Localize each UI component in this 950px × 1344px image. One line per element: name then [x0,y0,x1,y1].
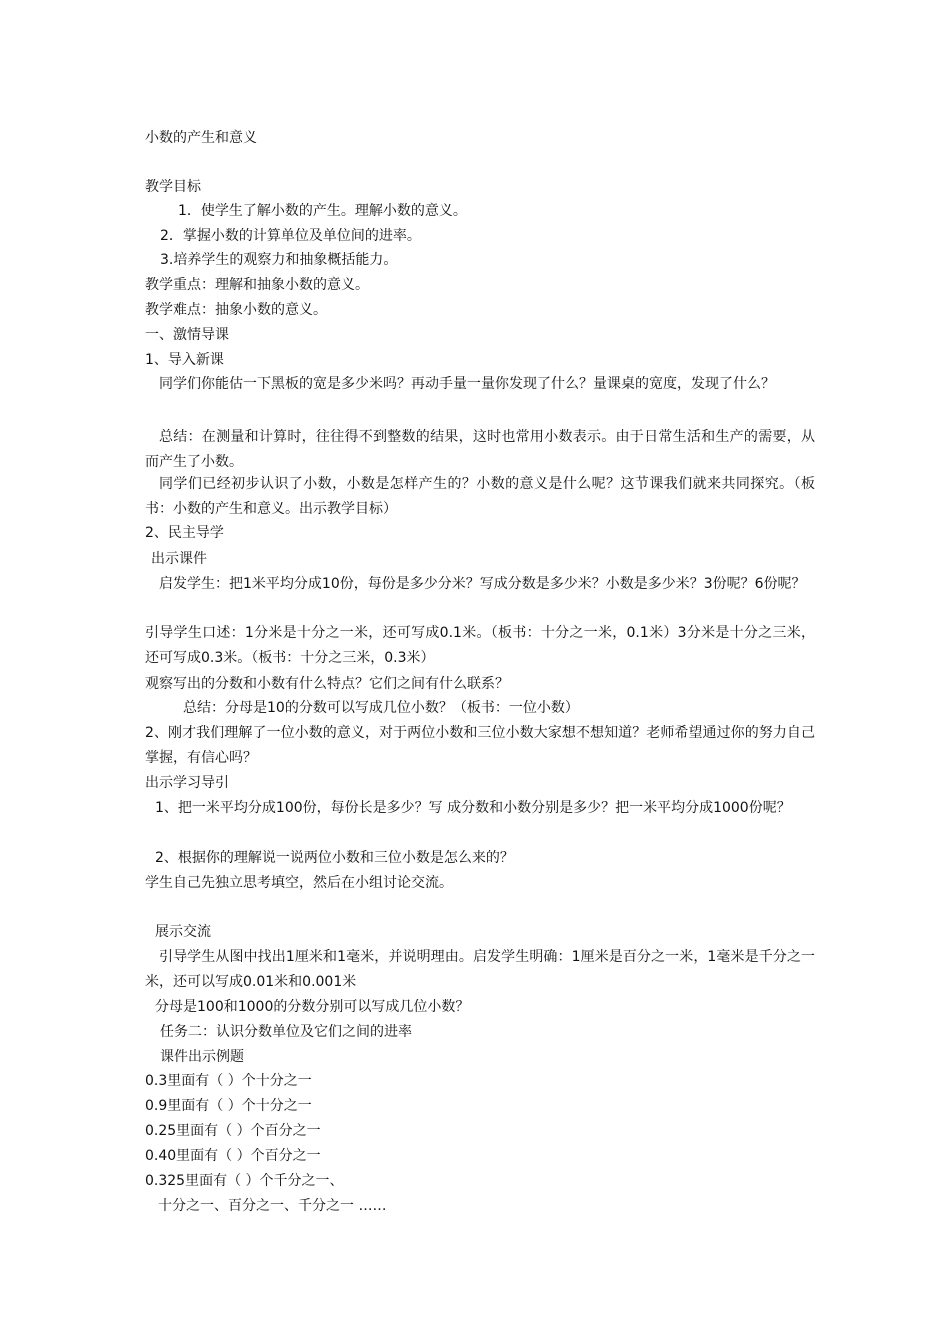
paragraph: 观察写出的分数和小数有什么特点？它们之间有什么联系？ [145,676,509,692]
subsection-heading: 1、导入新课 [145,352,224,368]
objective-item: 1．使学生了解小数的产生。理解小数的意义。 [178,203,467,219]
paragraph: 十分之一、百分之一、千分之一 …… [158,1198,387,1214]
paragraph: 分母是100和1000的分数分别可以写成几位小数？ [155,999,470,1015]
paragraph: 总结：分母是10的分数可以写成几位小数？（板书：一位小数） [183,700,579,716]
paragraph: 2、刚才我们理解了一位小数的意义，对于两位小数和三位小数大家想不想知道？老师希望通过你的努力自己掌握，有信心吗？ [145,725,815,766]
example-item: 0.325里面有（ ）个千分之一、 [145,1173,344,1189]
key-point: 教学重点：理解和抽象小数的意义。 [145,277,369,293]
paragraph: 总结：在测量和计算时，往往得不到整数的结果，这时也常用小数表示。由于日常生活和生产的需要，从而产生了小数。 [145,429,815,470]
paragraph: 出示课件 [151,551,207,567]
paragraph: 引导学生从图中找出1厘米和1毫米，并说明理由。启发学生明确：1厘米是百分之一米，1毫米是千分之一米，还可以写成0.01米和0.001米 [145,949,815,990]
paragraph: 出示学习导引 [145,775,229,791]
document-title: 小数的产生和意义 [145,130,257,146]
paragraph: 2、根据你的理解说一说两位小数和三位小数是怎么来的？ [155,850,514,866]
paragraph: 1、把一米平均分成100份，每份长是多少？写 成分数和小数分别是多少？把一米平均分成1000份呢？ [155,800,791,816]
paragraph: 同学们已经初步认识了小数，小数是怎样产生的？小数的意义是什么呢？这节课我们就来共同探究。（板书：小数的产生和意义。出示教学目标） [145,476,815,517]
paragraph: 任务二：认识分数单位及它们之间的进率 [160,1024,412,1040]
section-heading: 展示交流 [155,924,211,940]
example-item: 0.25里面有（ ）个百分之一 [145,1123,321,1139]
paragraph: 引导学生口述：1分米是十分之一米，还可写成0.1米。（板书：十分之一米，0.1米）3分米是十分之三米，还可写成0.3米。（板书：十分之三米，0.3米） [145,625,815,666]
example-item: 0.3里面有（ ）个十分之一 [145,1073,312,1089]
section-heading: 一、激情导课 [145,327,229,343]
paragraph: 同学们你能估一下黑板的宽是多少米吗？再动手量一量你发现了什么？量课桌的宽度，发现了什么？ [159,376,775,392]
objectives-heading: 教学目标 [145,179,201,195]
example-item: 0.9里面有（ ）个十分之一 [145,1098,312,1114]
objective-item: 2．掌握小数的计算单位及单位间的进率。 [160,228,421,244]
paragraph: 学生自己先独立思考填空，然后在小组讨论交流。 [145,875,453,891]
example-item: 0.40里面有（ ）个百分之一 [145,1148,321,1164]
objective-item: 3.培养学生的观察力和抽象概括能力。 [160,252,398,268]
paragraph: 课件出示例题 [160,1049,244,1065]
difficulty: 教学难点：抽象小数的意义。 [145,302,327,318]
subsection-heading: 2、民主导学 [145,525,224,541]
paragraph: 启发学生：把1米平均分成10份，每份是多少分米？写成分数是多少米？小数是多少米？3份呢？6份呢？ [159,576,806,592]
